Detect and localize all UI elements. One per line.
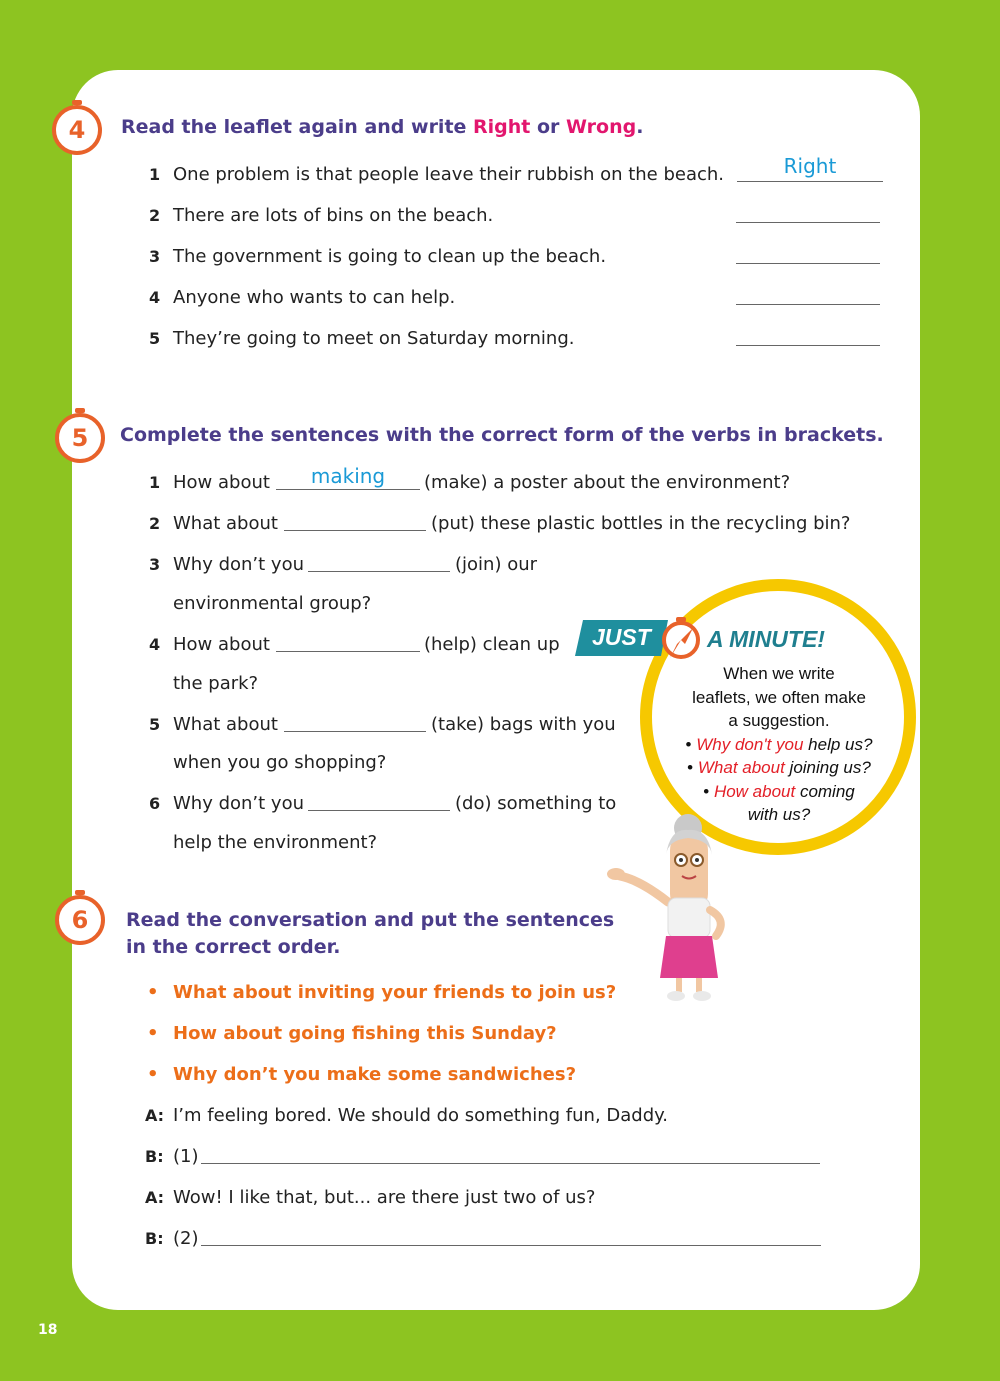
ex6-option-1: • What about inviting your friends to join us? xyxy=(147,982,617,1003)
ex5-item-4-cont: the park? xyxy=(173,673,259,694)
tip-just-label: JUST xyxy=(592,624,651,650)
dialogue-line-3: A: Wow! I like that, but... are there just two of us? xyxy=(145,1187,596,1208)
ex5-item-6-post: (do) something to xyxy=(455,793,617,814)
ex5-item-4-post: (help) clean up xyxy=(424,634,560,655)
exercise-5-badge: 5 xyxy=(55,408,105,464)
ex5-item-1-pre: 1 How about xyxy=(149,472,270,493)
ex5-item-5-post: (take) bags with you xyxy=(431,714,616,735)
ex5-item-5-pre: 5 What about xyxy=(149,714,278,735)
exercise-6-badge: 6 xyxy=(55,890,105,946)
grandma-character-illustration xyxy=(600,810,750,1010)
exercise-5-heading: Complete the sentences with the correct form of the verbs in brackets. xyxy=(120,424,884,446)
ex4-item-1: 1 One problem is that people leave their rubbish on the beach. xyxy=(149,164,725,185)
dialogue-line-1: A: I’m feeling bored. We should do something fun, Daddy. xyxy=(145,1105,668,1126)
dialogue-line-4: B: (2) xyxy=(145,1228,199,1249)
ex5-item-2-post: (put) these plastic bottles in the recycling bin? xyxy=(431,513,851,534)
ex4-answer-1[interactable]: Right xyxy=(783,154,837,178)
ex6-option-2: • How about going fishing this Sunday? xyxy=(147,1023,557,1044)
tip-body: When we write leaflets, we often make a suggestion. • Why don't you help us? • What about joining us? • How about coming with us? xyxy=(685,664,873,824)
ex6-option-3: • Why don’t you make some sandwiches? xyxy=(147,1064,577,1085)
ex4-item-2: 2 There are lots of bins on the beach. xyxy=(149,205,494,226)
ex5-item-2-pre: 2 What about xyxy=(149,513,278,534)
dialogue-answer-blank-2[interactable] xyxy=(201,1245,821,1246)
ex5-item-1-post: (make) a poster about the environment? xyxy=(424,472,791,493)
ex5-item-3-pre: 3 Why don’t you xyxy=(149,554,305,575)
dialogue-answer-blank-1[interactable] xyxy=(201,1163,820,1164)
exercise-6-heading: Read the conversation and put the sentences in the correct order. xyxy=(126,909,615,958)
ex5-item-5-cont: when you go shopping? xyxy=(173,752,387,773)
ex4-item-4: 4 Anyone who wants to can help. xyxy=(149,287,456,308)
ex4-item-3: 3 The government is going to clean up the beach. xyxy=(149,246,607,267)
exercise-4-badge: 4 xyxy=(52,100,102,156)
ex5-item-3-post: (join) our xyxy=(455,554,538,575)
ex5-item-3-cont: environmental group? xyxy=(173,593,372,614)
ex5-item-6-pre: 6 Why don’t you xyxy=(149,793,305,814)
exercise-4-heading: Read the leaflet again and write Right or Wrong. xyxy=(121,116,644,138)
tip-title: A MINUTE! xyxy=(707,626,825,652)
dialogue-line-2: B: (1) xyxy=(145,1146,199,1167)
page-number: 18 xyxy=(38,1322,58,1338)
ex5-item-4-pre: 4 How about xyxy=(149,634,270,655)
ex5-item-6-cont: help the environment? xyxy=(173,832,378,853)
ex4-item-5: 5 They’re going to meet on Saturday morning. xyxy=(149,328,575,349)
ex5-answer-1[interactable]: making xyxy=(310,464,386,488)
